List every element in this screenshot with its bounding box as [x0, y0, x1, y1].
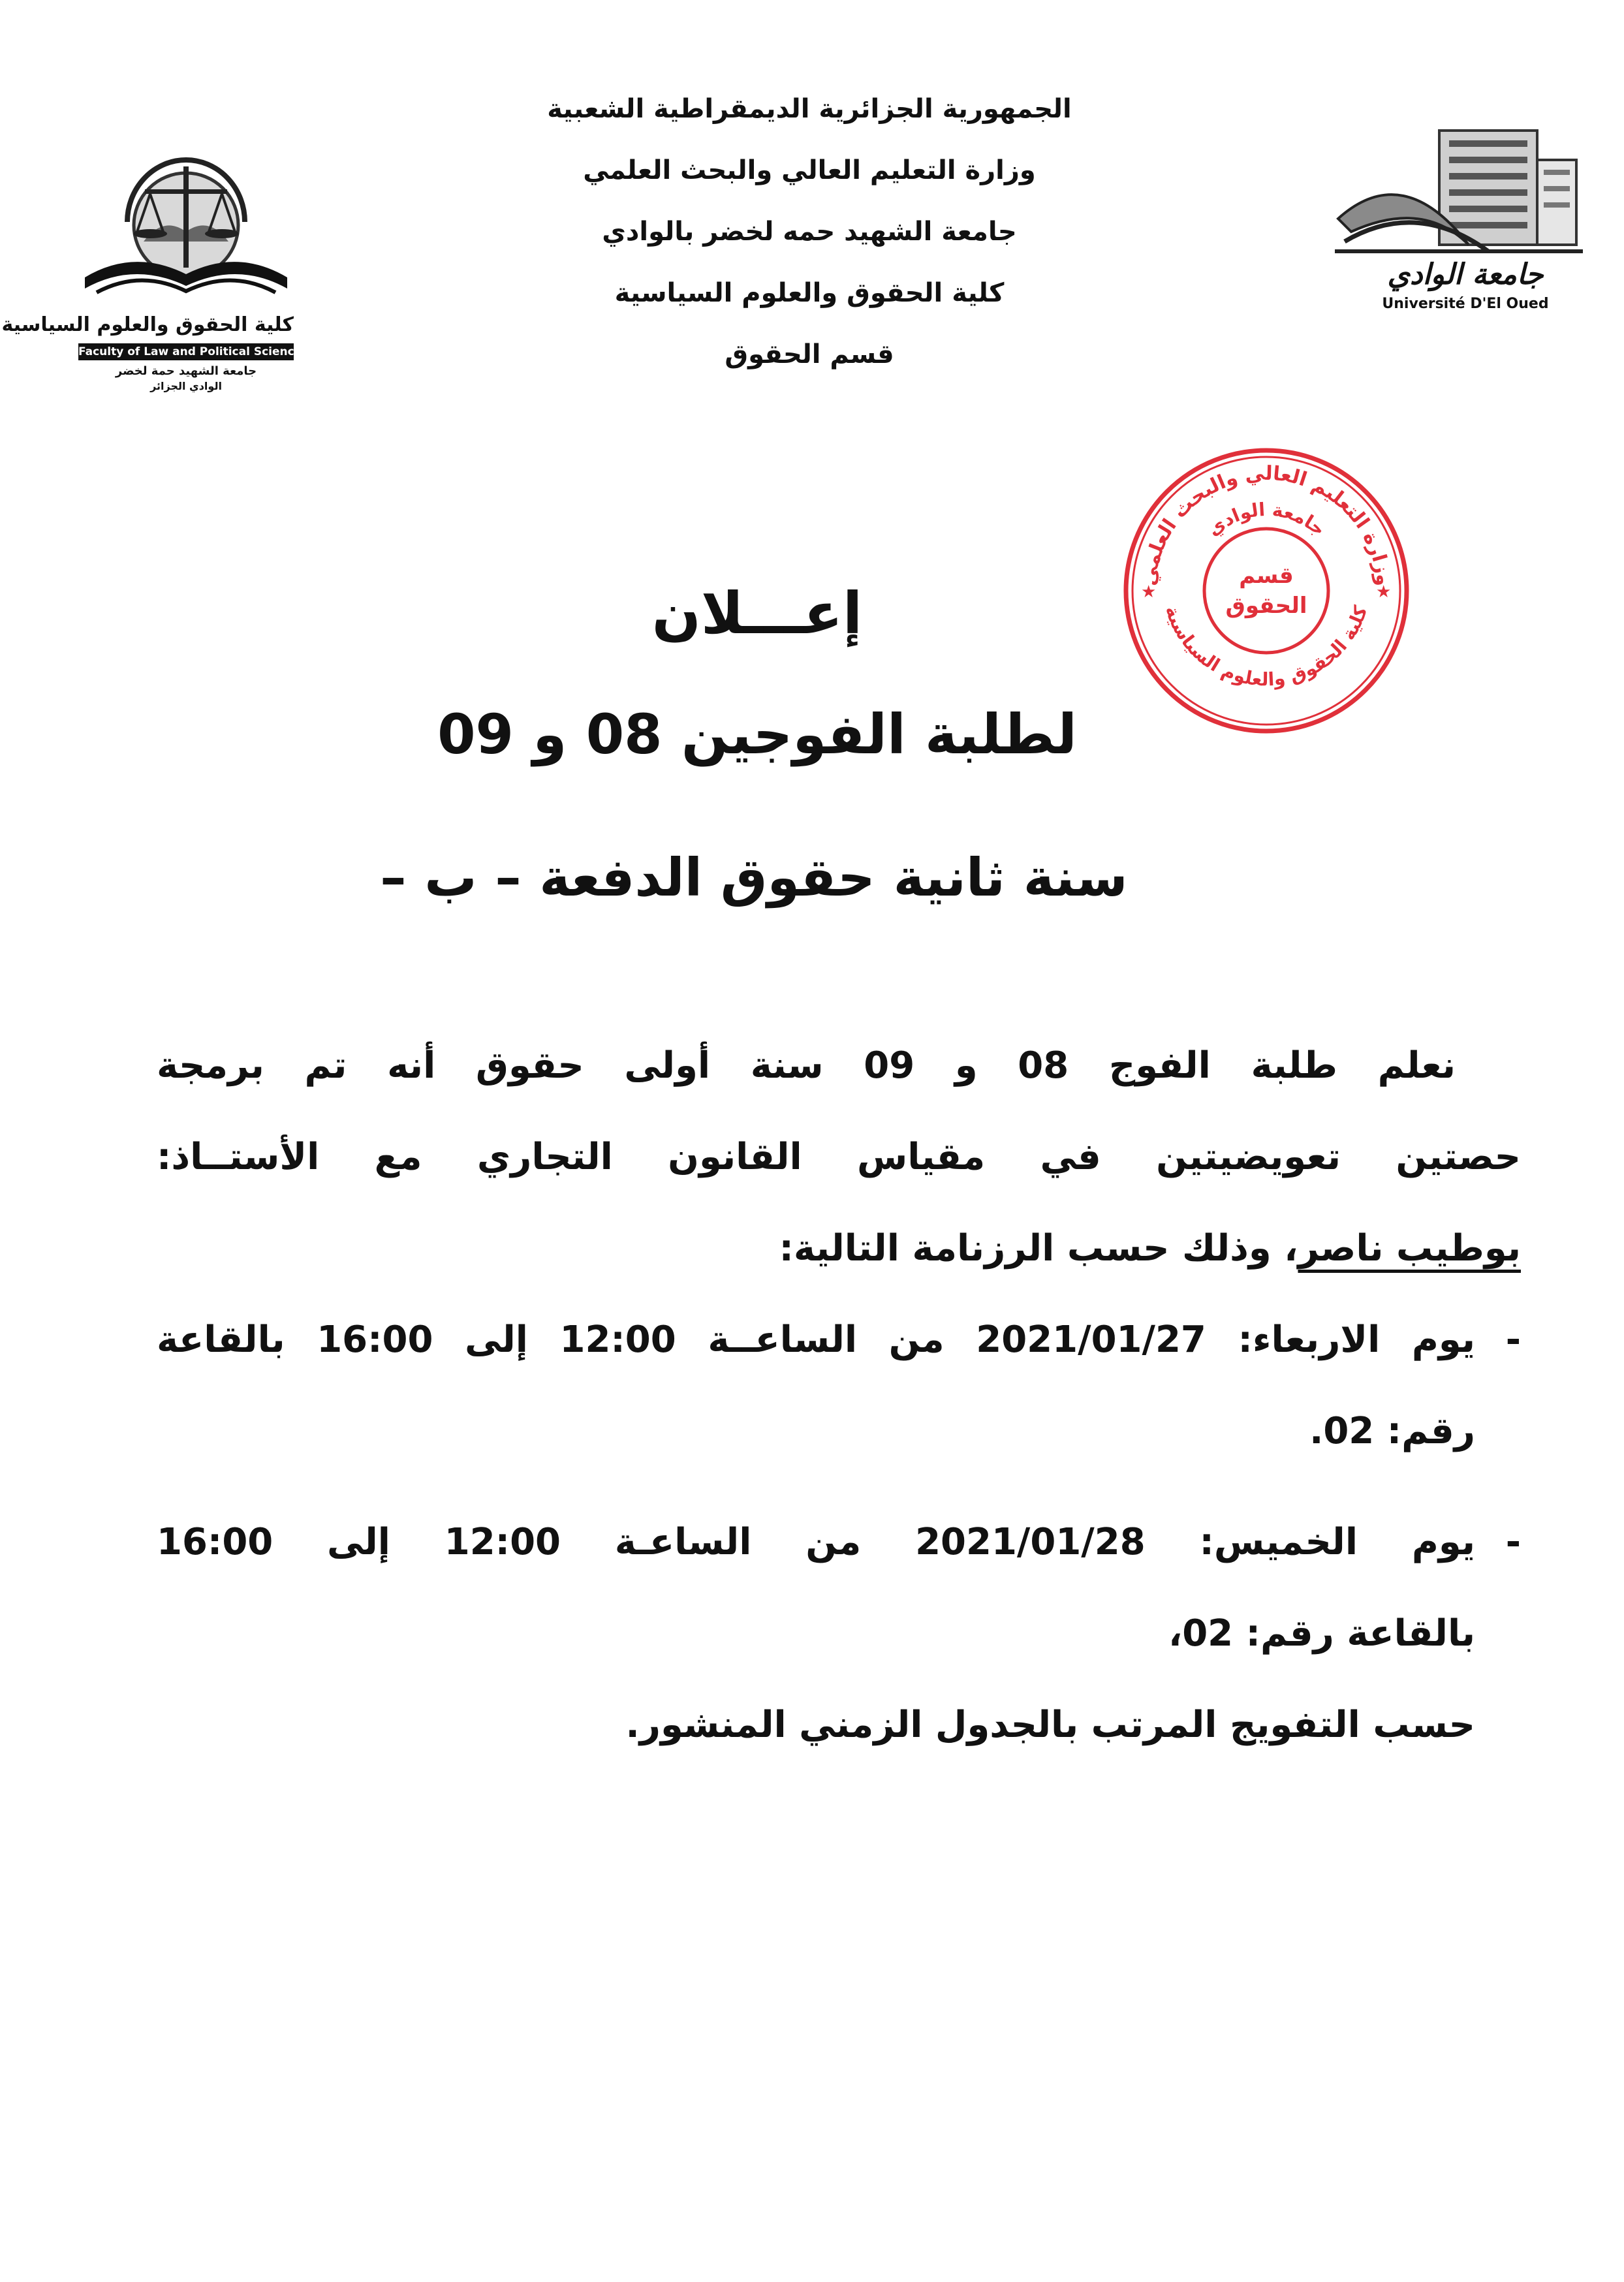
stamp-seal-icon [1110, 434, 1423, 747]
intro-line-2: حصتين تعويضيتين في مقياس القانون التجاري مع الأستــاذ: [157, 1136, 1521, 1178]
header-republic: الجمهورية الجزائرية الديمقراطية الشعبية [547, 94, 1072, 124]
groups-title: لطلبة الفوجين 08 و 09 [437, 702, 1077, 766]
schedule-item-2-line-1: يوم الخميس: 2021/01/28 من الساعـة 12:00 إلى 16:00 [157, 1521, 1475, 1563]
bullet-dash-1: - [1505, 1319, 1521, 1361]
stamp-inner-text: جامعة الوادي [1203, 498, 1330, 540]
department-stamp [1110, 434, 1423, 747]
professor-name: بوطيب ناصر [1298, 1227, 1521, 1270]
stamp-center-line1: قسم [1239, 563, 1294, 589]
stamp-star-right-icon: ★ [1376, 582, 1392, 602]
university-logo-french-name: Université D'El Oued [1382, 296, 1549, 312]
schedule-item-2-line-2: بالقاعة رقم: 02، [1168, 1612, 1475, 1655]
faculty-logo-university: جامعة الشهيد حمة لخضر [115, 364, 257, 378]
faculty-logo-arabic-name: كلية الحقوق والعلوم السياسية [1, 313, 294, 336]
header-department: قسم الحقوق [725, 339, 894, 369]
institution-header [392, 78, 1227, 385]
stamp-bottom-text: كلية الحقوق والعلوم السياسية [1161, 603, 1372, 691]
header-university: جامعة الشهيد حمه لخضر بالوادي [602, 217, 1017, 247]
year-title: سنة ثانية حقوق الدفعة – ب – [380, 847, 1128, 908]
scales-of-justice-icon [72, 117, 300, 313]
university-logo-arabic-name: جامعة الوادي [1387, 258, 1544, 291]
header-faculty: كلية الحقوق والعلوم السياسية [614, 278, 1005, 308]
faculty-logo-city: الوادي الجزائر [150, 380, 222, 392]
schedule-item-1-line-2: رقم: 02. [1309, 1410, 1475, 1452]
stamp-star-left-icon: ★ [1141, 582, 1157, 602]
announcement-body [157, 1044, 1521, 1828]
stamp-center-line2: الحقوق [1225, 593, 1307, 619]
faculty-logo-english-name: Faculty of Law and Political Science [78, 343, 294, 360]
closing-line: حسب التفويج المرتب بالجدول الزمني المنشور. [625, 1704, 1475, 1746]
university-building-icon [1325, 121, 1599, 271]
intro-line-1: نعلم طلبة الفوج 08 و 09 سنة أولى حقوق أنه تم برمجة [157, 1044, 1456, 1087]
intro-line-3 [157, 1227, 1521, 1270]
university-logo [1325, 121, 1599, 323]
header-ministry: وزارة التعليم العالي والبحث العلمي [583, 155, 1036, 185]
schedule-item-1-line-1: يوم الاربعاء: 2021/01/27 من الساعــة 12:00 إلى 16:00 بالقاعة [157, 1319, 1476, 1361]
faculty-logo [1, 117, 302, 392]
stamp-outer-text: وزارة التعليم العالي والبحث العلمي [1137, 461, 1395, 587]
bullet-dash-2: - [1505, 1521, 1521, 1563]
intro-line-3-rest: ، وذلك حسب الرزنامة التالية: [779, 1227, 1298, 1270]
announcement-title: إعـــلان [651, 580, 863, 647]
